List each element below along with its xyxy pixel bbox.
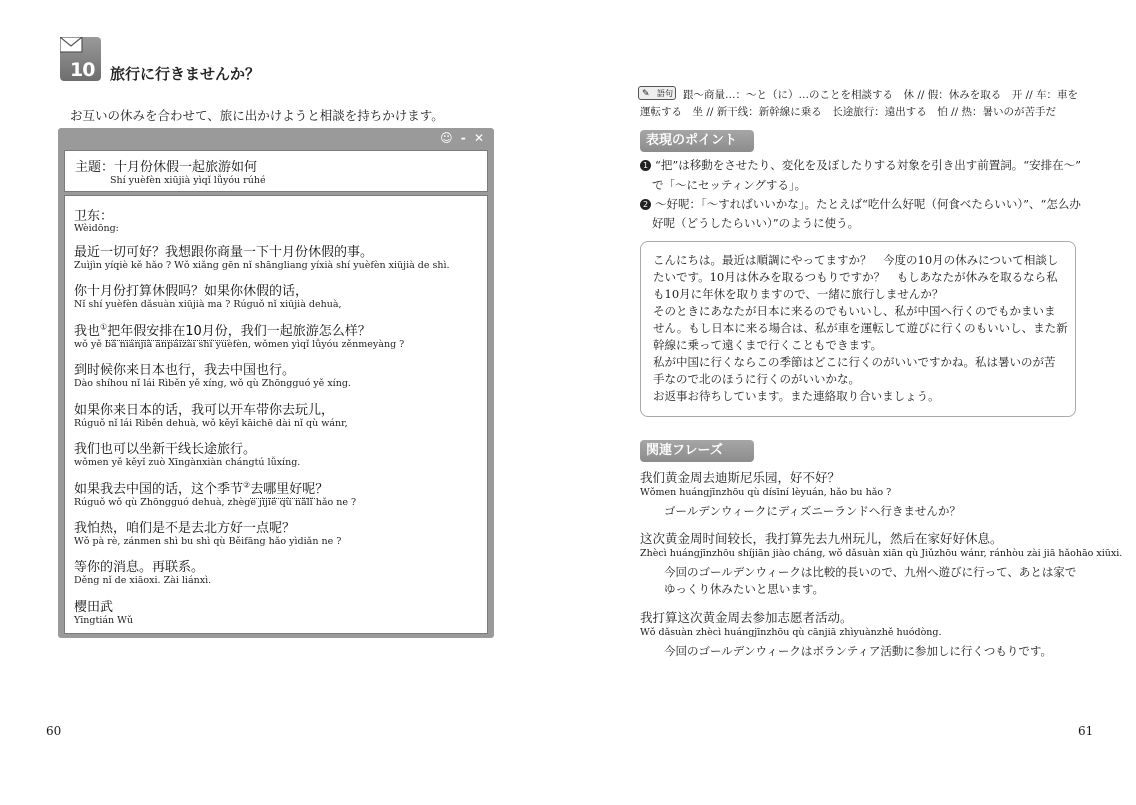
email-line: 如果你来日本的话，我可以开车带你去玩儿， <box>74 403 335 418</box>
vocab-tag: ✎ 語句 <box>638 86 676 100</box>
email-line-pinyin: Dào shíhou nǐ lái Rìběn yě xíng, wǒ qù Zhōngguó yě xíng. <box>74 378 351 389</box>
email-line: 你十月份打算休假吗？如果你休假的话， <box>74 284 309 299</box>
sender-pinyin: Wèidōng: <box>74 223 119 234</box>
vocab-line: 跟～商量…：～と（に）…のことを相談する 休 // 假：休みを取る 开 // 车：車を <box>683 89 1078 101</box>
email-titlebar <box>58 128 494 150</box>
email-line: 如果我去中国的话，这个季节②去哪里好呢？ <box>74 480 329 497</box>
email-window <box>58 128 494 638</box>
subject-pinyin: Shí yuèfèn xiūjià yìqǐ lǚyóu rúhé <box>110 175 266 186</box>
translation-box <box>640 241 1076 417</box>
translation-line: 私が中国に行くならこの季節はどこに行くのがいいですかね。私は暑いのが苦 <box>653 355 1056 369</box>
translation-line: そのときにあなたが日本に来るのでもいいし、私が中国へ行くのでもかまいま <box>653 304 1056 318</box>
sender-name: 卫东： <box>74 209 114 224</box>
page-number-right: 61 <box>1078 724 1094 738</box>
point-1: 1 “把”は移動をさせたり、変化を及ぼしたりする対象を引き出す前置詞。“安排在～” <box>640 157 1081 173</box>
point-2: 2 ～好呢：「～すればいいかな」。たとえば“吃什么好呢（何食べたらいい）”、“怎么办 <box>640 196 1081 212</box>
translation-line: 手なので北のほうに行くのがいいかな。 <box>653 372 860 386</box>
note-marker: ② <box>243 480 251 490</box>
phrases-header: 関連フレーズ <box>640 440 754 462</box>
email-line-pinyin: wǒmen yě kěyǐ zuò Xīngànxiàn chángtú lǚxíng. <box>74 457 301 468</box>
email-body <box>64 195 488 634</box>
lesson-number: 10 <box>70 59 95 81</box>
email-line-pinyin: Rúguǒ nǐ lái Rìběn dehuà, wǒ kěyǐ kāichē dài nǐ qù wánr, <box>74 418 348 429</box>
signature: 樱田武 <box>74 600 114 615</box>
email-line-pinyin: Děng nǐ de xiāoxi. Zài liánxì. <box>74 575 212 586</box>
vocab-line: 運転する 坐 // 新干线：新幹線に乗る 长途旅行：遠出する 怕 // 热：暑いのが苦手だ <box>640 106 1056 118</box>
email-line: 我们也可以坐新干线长途旅行。 <box>74 442 257 457</box>
email-line: 等你的消息。再联系。 <box>74 560 205 575</box>
number-icon: 1 <box>640 160 651 171</box>
phrase-pinyin: Zhècì huángjīnzhōu shíjiān jiào cháng, wǒ dǎsuàn xiān qù Jiǔzhōu wánr, ránhòu zài jiā hǎohāo xiūxi. <box>640 548 1123 559</box>
email-line-pinyin: Wǒ pà rè, zánmen shì bu shì qù Běifāng hǎo yìdiǎn ne ? <box>74 536 342 547</box>
window-controls[interactable]: ☺ - ✕ <box>440 131 486 145</box>
phrase-zh: 我打算这次黄金周去参加志愿者活动。 <box>640 610 853 625</box>
point-1-cont: で「～にセッティングする」。 <box>652 178 807 192</box>
email-line: 到时候你来日本也行，我去中国也行。 <box>74 363 296 378</box>
points-header: 表現のポイント <box>640 130 754 152</box>
translation-line: こんにちは。最近は順調にやってますか？ 今度の10月の休みについて相談し <box>653 253 1059 267</box>
phrase-jp: 今回のゴールデンウィークはボランティア活動に参加しに行くつもりです。 <box>664 644 1053 658</box>
phrase-jp: ゆっくり休みたいと思います。 <box>664 582 824 596</box>
translation-line: 幹線に乗って遠くまで行くこともできます。 <box>653 338 883 352</box>
phrase-pinyin: Wǒ dǎsuàn zhècì huángjīnzhōu qù cānjiā zhìyuànzhě huódòng. <box>640 627 942 638</box>
translation-line: も10月に年休を取りますので、一緒に旅行しませんか？ <box>653 287 944 301</box>
signature-pinyin: Yīngtián Wǔ <box>74 615 134 626</box>
subject-box <box>64 150 488 192</box>
translation-line: せん。もし日本に来る場合は、私が車を運転して遊びに行くのもいいし、また新 <box>653 321 1068 335</box>
phrase-pinyin: Wǒmen huángjīnzhōu qù dísīní lèyuán, hǎo bu hǎo ? <box>640 487 892 498</box>
note-marker: ① <box>100 322 108 332</box>
email-line-pinyin: wǒ yě bǎ niánjià ānpáizài shí yuèfèn, wǒmen yìqǐ lǚyóu zěnmeyàng ? <box>74 339 405 350</box>
email-line: 最近一切可好？我想跟你商量一下十月份休假的事。 <box>74 245 374 260</box>
email-line-pinyin: Rúguǒ wǒ qù Zhōngguó dehuà, zhège jìjié qù nǎlǐ hǎo ne ? <box>74 497 357 508</box>
lesson-intro: お互いの休みを合わせて、旅に出かけようと相談を持ちかけます。 <box>70 108 444 123</box>
translation-line: お返事お待ちしています。また連絡取り合いましょう。 <box>653 389 940 403</box>
translation-line: たいです。10月は休みを取るつもりですか？ もしあなたが休みを取るなら私 <box>653 270 1058 284</box>
number-icon: 2 <box>640 199 651 210</box>
email-line: 我怕热，咱们是不是去北方好一点呢？ <box>74 521 296 536</box>
pencil-icon: ✎ <box>642 89 650 99</box>
subject-label: 主题：十月份休假一起旅游如何 <box>75 160 258 175</box>
phrase-zh: 这次黄金周时间较长，我打算先去九州玩儿，然后在家好好休息。 <box>640 531 1003 546</box>
page-number-left: 60 <box>46 724 62 738</box>
phrase-jp: 今回のゴールデンウィークは比較的長いので、九州へ遊びに行って、あとは家で <box>664 565 1077 579</box>
email-line-pinyin: Zuìjìn yíqiè kě hǎo ? Wǒ xiǎng gēn nǐ shāngliang yíxià shí yuèfèn xiūjià de shì. <box>74 260 450 271</box>
lesson-title: 旅行に行きませんか？ <box>110 65 261 83</box>
email-line-pinyin: Nǐ shí yuèfèn dǎsuàn xiūjià ma ? Rúguǒ nǐ xiūjià dehuà, <box>74 299 342 310</box>
phrase-zh: 我们黄金周去迪斯尼乐园，好不好？ <box>640 470 841 485</box>
phrase-jp: ゴールデンウィークにディズニーランドへ行きませんか？ <box>664 504 961 518</box>
lesson-badge <box>60 37 101 81</box>
email-line: 我也①把年假安排在10月份，我们一起旅游怎么样？ <box>74 322 371 339</box>
point-2-cont: 好呢（どうしたらいい）”のように使う。 <box>652 216 860 230</box>
